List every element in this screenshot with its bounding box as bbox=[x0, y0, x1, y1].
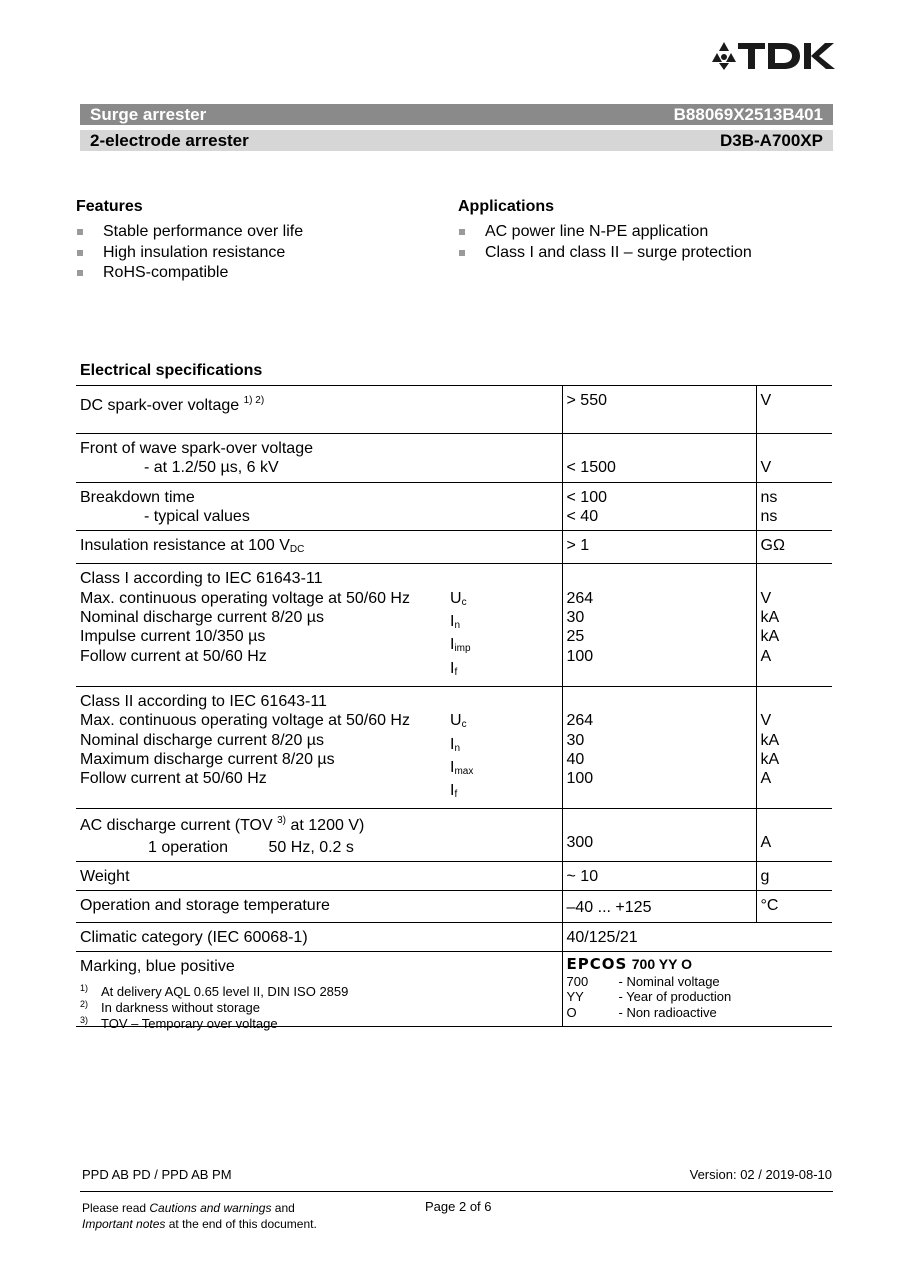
ac-discharge-count: 1 operation bbox=[148, 838, 229, 856]
class2-value-3: 40 bbox=[566, 750, 585, 768]
class1-value-1: 264 bbox=[566, 589, 594, 607]
breakdown-unit-2: ns bbox=[760, 507, 778, 525]
list-item: Stable performance over life bbox=[76, 222, 303, 243]
ordering-code: B88069X2513B401 bbox=[673, 105, 823, 124]
table-row bbox=[76, 434, 832, 483]
class2-label-1: Max. continuous operating voltage at 50/60 Hz bbox=[80, 712, 410, 730]
table-row bbox=[76, 862, 832, 891]
breakdown-label: Breakdown time bbox=[80, 488, 195, 506]
ac-discharge-unit: A bbox=[760, 833, 772, 851]
class2-value-2: 30 bbox=[566, 731, 585, 749]
product-type: Surge arrester bbox=[90, 105, 207, 124]
ac-discharge-label-post: at 1200 V) bbox=[290, 817, 365, 835]
class1-title: Class I according to IEC 61643-11 bbox=[80, 570, 323, 588]
class1-symbol-3: $I_{imp}$ bbox=[450, 636, 471, 655]
ac-discharge-condition: 50 Hz, 0.2 s bbox=[268, 838, 354, 856]
temperature-label: Operation and storage temperature bbox=[76, 891, 562, 922]
weight-label: Weight bbox=[76, 862, 562, 891]
class1-label-3: Impulse current 10/350 µs bbox=[80, 628, 266, 646]
footnote: $^{1)}$ At delivery AQL 0.65 level II, DIN ISO 2859 bbox=[80, 983, 349, 999]
class2-label-4: Follow current at 50/60 Hz bbox=[80, 770, 267, 788]
list-item: AC power line N-PE application bbox=[458, 222, 752, 243]
dc-spark-label: DC spark-over voltage bbox=[80, 397, 240, 414]
features-list bbox=[76, 222, 303, 284]
temperature-unit: °C bbox=[756, 891, 832, 922]
class2-unit-4: A bbox=[760, 770, 772, 788]
class1-symbol-4: $I_f$ bbox=[450, 659, 458, 678]
class1-unit-4: A bbox=[760, 647, 772, 665]
applications-section bbox=[458, 198, 752, 263]
page-number: Page 2 of 6 bbox=[425, 1199, 492, 1214]
climatic-value: 40/125/21 bbox=[562, 922, 832, 951]
class2-unit-3: kA bbox=[760, 750, 780, 768]
class2-symbol-3: $I_{max}$ bbox=[450, 758, 474, 777]
marking-label: Marking, blue positive bbox=[76, 951, 562, 1026]
class1-value-2: 30 bbox=[566, 609, 585, 627]
class1-unit-3: kA bbox=[760, 628, 780, 646]
marking-cell bbox=[562, 951, 832, 1026]
footnotes bbox=[80, 980, 349, 1031]
insulation-value: > 1 bbox=[562, 531, 756, 564]
dc-spark-unit: V bbox=[756, 386, 832, 434]
applications-list bbox=[458, 222, 752, 263]
footnote: $^{2)}$ In darkness without storage bbox=[80, 999, 260, 1015]
insulation-unit: GΩ bbox=[756, 531, 832, 564]
footer-version: Version: 02 / 2019-08-10 bbox=[689, 1167, 832, 1182]
class1-value-4: 100 bbox=[566, 647, 594, 665]
dc-spark-value: > 550 bbox=[562, 386, 756, 434]
class2-symbol-1: $U_c$ bbox=[450, 712, 467, 731]
class2-unit-2: kA bbox=[760, 731, 780, 749]
table-row bbox=[76, 686, 832, 808]
breakdown-value-2: < 40 bbox=[566, 507, 599, 525]
marking-legend-row: O - Non radioactive bbox=[566, 1004, 717, 1020]
weight-unit: g bbox=[756, 862, 832, 891]
front-wave-sub: - at 1.2/50 µs, 6 kV bbox=[144, 459, 279, 477]
footnote: $^{3)}$ TOV – Temporary over voltage bbox=[80, 1015, 278, 1031]
climatic-label: Climatic category (IEC 60068-1) bbox=[76, 922, 562, 951]
insulation-label: Insulation resistance at 100 V bbox=[80, 537, 290, 555]
marking-legend-row: YY - Year of production bbox=[566, 989, 732, 1005]
list-item: High insulation resistance bbox=[76, 243, 303, 264]
features-section bbox=[76, 198, 303, 284]
front-wave-value: < 1500 bbox=[566, 459, 616, 477]
front-wave-label: Front of wave spark-over voltage bbox=[80, 440, 313, 457]
class1-label-1: Max. continuous operating voltage at 50/60 Hz bbox=[80, 589, 410, 607]
temperature-value: –40 ... +125 bbox=[562, 891, 756, 922]
class1-symbol-2: $I_n$ bbox=[450, 613, 461, 632]
footer-department: PPD AB PD / PPD AB PM bbox=[82, 1167, 232, 1182]
ac-discharge-note: 3) bbox=[277, 815, 287, 827]
list-item: RoHS-compatible bbox=[76, 263, 303, 284]
header-product-bar bbox=[80, 104, 833, 125]
breakdown-sub: - typical values bbox=[144, 507, 250, 525]
class2-label-3: Maximum discharge current 8/20 µs bbox=[80, 750, 335, 768]
front-wave-unit: V bbox=[760, 459, 772, 477]
ac-discharge-value: 300 bbox=[566, 833, 594, 851]
table-row bbox=[76, 564, 832, 686]
table-row bbox=[76, 809, 832, 862]
tdk-logo-icon bbox=[710, 40, 836, 72]
spec-table bbox=[76, 385, 832, 1031]
breakdown-value-1: < 100 bbox=[566, 488, 607, 506]
applications-title: Applications bbox=[458, 198, 555, 215]
footer-divider bbox=[80, 1191, 833, 1192]
ac-discharge-label-pre: AC discharge current (TOV bbox=[80, 817, 273, 835]
marking-legend-row: 700 - Nominal voltage bbox=[566, 973, 720, 989]
table-row bbox=[76, 922, 832, 951]
class2-title: Class II according to IEC 61643-11 bbox=[80, 692, 327, 710]
dc-spark-note: 1) 2) bbox=[243, 395, 265, 406]
class2-value-1: 264 bbox=[566, 712, 594, 730]
weight-value: ~ 10 bbox=[562, 862, 756, 891]
class2-label-2: Nominal discharge current 8/20 µs bbox=[80, 731, 324, 749]
epcos-logo: EPCOS bbox=[566, 954, 628, 973]
type-code: D3B-A700XP bbox=[720, 131, 823, 150]
breakdown-unit-1: ns bbox=[760, 488, 778, 506]
class1-label-2: Nominal discharge current 8/20 µs bbox=[80, 609, 324, 627]
list-item: Class I and class II – surge protection bbox=[458, 243, 752, 264]
class2-unit-1: V bbox=[760, 712, 772, 730]
class1-symbol-1: $U_c$ bbox=[450, 589, 467, 608]
class1-unit-1: V bbox=[760, 589, 772, 607]
tdk-logo bbox=[710, 40, 836, 72]
subtitle: 2-electrode arrester bbox=[90, 131, 249, 150]
table-row bbox=[76, 482, 832, 531]
class2-value-4: 100 bbox=[566, 770, 594, 788]
marking-code: 700 YY O bbox=[631, 955, 692, 972]
class1-value-3: 25 bbox=[566, 628, 585, 646]
footer-note: Please read Cautions and warnings and Important notes at the end of this document. bbox=[82, 1201, 317, 1231]
specs-title: Electrical specifications bbox=[80, 362, 263, 379]
table-row bbox=[76, 891, 832, 922]
class1-unit-2: kA bbox=[760, 609, 780, 627]
table-row bbox=[76, 531, 832, 564]
table-row bbox=[76, 386, 832, 434]
insulation-label-sub: DC bbox=[289, 544, 305, 556]
class2-symbol-2: $I_n$ bbox=[450, 735, 461, 754]
class2-symbol-4: $I_f$ bbox=[450, 782, 458, 801]
class1-label-4: Follow current at 50/60 Hz bbox=[80, 647, 267, 665]
features-title: Features bbox=[76, 198, 143, 215]
header-subtitle-bar bbox=[80, 130, 833, 151]
